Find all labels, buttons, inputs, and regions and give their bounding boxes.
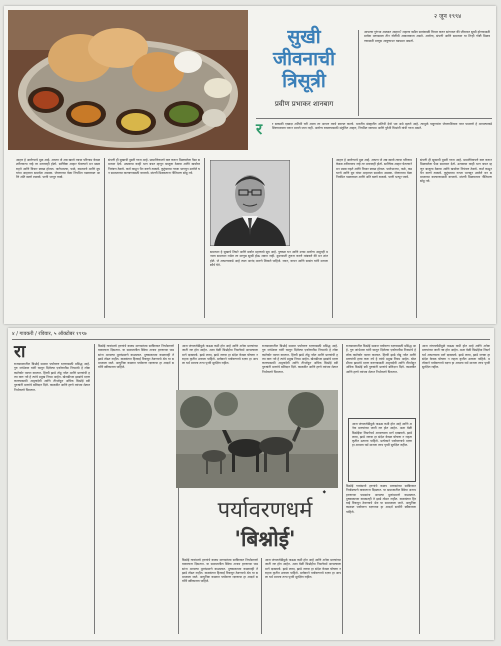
column-rule: [416, 158, 417, 318]
photo-caption-mark: ◆: [322, 490, 326, 495]
column-rule: [204, 158, 205, 318]
top-dateline: २ जून १९९४: [434, 13, 462, 20]
lead-paragraph: र सकाळी एखादा अतिथी घरी आला तर आपण त्याचे स्वागत करतो. भारतीय संस्कृतीत अतिथी देवो भव असे म्हटले आहे. त्यामुळे पाहुण्यांना जेवणाशिवाय परत पाठवणे हे आपल्याकडे शिष्टाचाराला धरून मानले जात नाही. आरोग्य राखण्यासाठी संतुलित आहार, नियमित व्यायाम आणि पुरेशी विश्रांती यांची गरज असते.: [272, 122, 492, 131]
bottom-dateline: ४ / गावकरी / रविवार, ५ ऑक्टोबर १९९७: [12, 331, 87, 337]
bottom-article-subtitle: 'बिश्नोई': [234, 526, 296, 551]
column-rule: [342, 344, 343, 634]
bottom-column-5: बिश्नोई गावांमध्ये हरणांचे कळप माणसांच्या सान्निध्यात निर्धास्तपणे वावरताना दिसतात. या समाजातील स्त्रिया अनाथ हरणाच्या पाडसांना आपल्या मुलांप्रमाणे वाढवतात. दुष्काळाच्या काळातही ते झाडे तोडत नाहीत. वाळवंटात हिरवाई टिकवून ठेवण्याचे श्रेय या समाजाला जाते. आधुनिक काळात पर्यावरण रक्षणाचा हा आदर्श सर्वांनी स्वीकारला पाहिजे.: [182, 558, 258, 584]
boxed-quote-text: आज जंगलतोडीमुळे पाऊस कमी होत आहे आणि अनेक प्राण्यांच्या जाती नष्ट होत आहेत. अशा वेळी बिश्नोईंचा निसर्गधर्म आपल्याला मार्ग दाखवतो. झाडे लावा, झाडे जगवा हा संदेश केवळ घोषणा न राहता कृतीत उतरला पाहिजे. प्रत्येकाने पर्यावरणाचे रक्षण हा आपला धर्म मानला तरच पृथ्वी सुरक्षित राहील.: [352, 422, 412, 448]
top-column-2: संपत्ती ही सुखाची दुसरी गरज आहे. प्रामाणिकपणे कष्ट करून मिळवलेला पैसा समाधान देतो. उत्पन्नाचा काही भाग बचत म्हणून बाजूला ठेवावा आणि खर्चावर नियंत्रण ठेवावे. कर्ज काढून चैन करणे टाळावे. कुटुंबाच्या गरजा भागवून उरलेले धन समाजाच्या कल्याणासाठी वापरावे. संपत्ती मिळवताना नीतिमत्ता सोडू नये.: [108, 158, 200, 175]
top-newspaper-clipping: [4, 6, 496, 324]
column-rule: [419, 344, 420, 634]
drop-cap: र: [256, 120, 263, 138]
bottom-column-3: आज जंगलतोडीमुळे पाऊस कमी होत आहे आणि अनेक प्राण्यांच्या जाती नष्ट होत आहेत. अशा वेळी बिश्नोईंचा निसर्गधर्म आपल्याला मार्ग दाखवतो. झाडे लावा, झाडे जगवा हा संदेश केवळ घोषणा न राहता कृतीत उतरला पाहिजे. प्रत्येकाने पर्यावरणाचे रक्षण हा आपला धर्म मानला तरच पृथ्वी सुरक्षित राहील.: [182, 344, 258, 366]
bottom-column-8: बिश्नोई गावांमध्ये हरणांचे कळप माणसांच्या सान्निध्यात निर्धास्तपणे वावरताना दिसतात. या समाजातील स्त्रिया अनाथ हरणाच्या पाडसांना आपल्या मुलांप्रमाणे वाढवतात. दुष्काळाच्या काळातही ते झाडे तोडत नाहीत. वाळवंटात हिरवाई टिकवून ठेवण्याचे श्रेय या समाजाला जाते. आधुनिक काळात पर्यावरण रक्षणाचा हा आदर्श सर्वांनी स्वीकारला पाहिजे.: [346, 484, 416, 514]
column-rule: [178, 344, 179, 634]
bottom-column-9: आज जंगलतोडीमुळे पाऊस कमी होत आहे आणि अनेक प्राण्यांच्या जाती नष्ट होत आहेत. अशा वेळी बिश्नोईंचा निसर्गधर्म आपल्याला मार्ग दाखवतो. झाडे लावा, झाडे जगवा हा संदेश केवळ घोषणा न राहता कृतीत उतरला पाहिजे. प्रत्येकाने पर्यावरणाचे रक्षण हा आपला धर्म मानला तरच पृथ्वी सुरक्षित राहील.: [422, 344, 490, 370]
bottom-newspaper-clipping: [8, 328, 494, 640]
top-column-3: समाधान हे सुखाचे तिसरे आणि सर्वात महत्त्वाचे सूत्र आहे. पुष्कळ धन आणि उत्तम आरोग्य असूनही मनाला समाधान नसेल तर माणूस सुखी होऊ शकत नाही. दुसऱ्याशी तुलना करणे थांबवले की मन शांत होते. जे आपल्याकडे आहे त्यात आनंद मानणे शिकले पाहिजे. ध्यान, वाचन आणि सत्संग यांनी मनाला स्थैर्य येते.: [210, 250, 328, 267]
top-column-5: संपत्ती ही सुखाची दुसरी गरज आहे. प्रामाणिकपणे कष्ट करून मिळवलेला पैसा समाधान देतो. उत्पन्नाचा काही भाग बचत म्हणून बाजूला ठेवावा आणि खर्चावर नियंत्रण ठेवावे. कर्ज काढून चैन करणे टाळावे. कुटुंबाच्या गरजा भागवून उरलेले धन समाजाच्या कल्याणासाठी वापरावे. संपत्ती मिळवताना नीतिमत्ता सोडू नये.: [420, 158, 492, 184]
title-line-1: सुखी: [287, 26, 321, 48]
section-rule: [256, 118, 492, 119]
food-thali-photo: [8, 10, 248, 150]
column-rule: [332, 158, 333, 318]
column-rule: [104, 158, 105, 318]
column-rule: [358, 30, 359, 116]
drop-cap: रा: [14, 342, 26, 362]
title-line-3: त्रिसूत्री: [282, 70, 326, 92]
top-column-1: आहार हे आरोग्याचे मूळ आहे. आपण जे अन्न खातो त्याचा परिणाम केवळ शरीरावरच नव्हे तर मनावरही होतो. सात्त्विक आहार घेतल्याने मन प्रसन्न राहते आणि विचार स्वच्छ होतात. पालेभाज्या, फळे, कडधान्ये आणि दूध यांचा आहारात समावेश असावा. जेवणाच्या वेळा नियमित पाळाव्यात आणि अति खाणे टाळावे. पाणी भरपूर प्यावे.: [16, 158, 100, 180]
header-rule: [12, 339, 490, 340]
top-article-title: [256, 26, 352, 92]
top-byline: प्रवीण प्रभाकर शानबाग: [274, 100, 334, 108]
blackbuck-deer-photo: [176, 390, 338, 488]
bottom-column-2: बिश्नोई गावांमध्ये हरणांचे कळप माणसांच्या सान्निध्यात निर्धास्तपणे वावरताना दिसतात. या समाजातील स्त्रिया अनाथ हरणाच्या पाडसांना आपल्या मुलांप्रमाणे वाढवतात. दुष्काळाच्या काळातही ते झाडे तोडत नाहीत. वाळवंटात हिरवाई टिकवून ठेवण्याचे श्रेय या समाजाला जाते. आधुनिक काळात पर्यावरण रक्षणाचा हा आदर्श सर्वांनी स्वीकारला पाहिजे.: [98, 344, 174, 370]
bottom-column-1: राजस्थानातील बिश्नोई समाज पर्यावरण रक्षणासाठी प्रसिद्ध आहे. गुरु जांभेश्वर यांनी घालून दिलेल्या एकोणतीस नियमांचे हे लोक काटेकोर पालन करतात. हिरवी झाडे तोडू नयेत आणि प्राण्यांची हत्या करू नये हे त्यांचे प्रमुख नियम आहेत. खेजडीच्या झाडांचे रक्षण करण्यासाठी अमृतादेवी आणि तीनशेहून अधिक बिश्नोई स्त्री पुरुषांनी प्राणांचे बलिदान दिले. काळवीट आणि हरणे त्यांच्या शेतात निर्भयपणे फिरतात.: [14, 362, 90, 392]
column-rule: [261, 558, 262, 634]
top-column-4: आहार हे आरोग्याचे मूळ आहे. आपण जे अन्न खातो त्याचा परिणाम केवळ शरीरावरच नव्हे तर मनावरही होतो. सात्त्विक आहार घेतल्याने मन प्रसन्न राहते आणि विचार स्वच्छ होतात. पालेभाज्या, फळे, कडधान्ये आणि दूध यांचा आहारात समावेश असावा. जेवणाच्या वेळा नियमित पाळाव्यात आणि अति खाणे टाळावे. पाणी भरपूर प्यावे.: [336, 158, 412, 180]
intro-text: आपल्या गुरूंचा आठवत आहात? शहाणा वडील सायंकाळी विचार करुन सांगतात की जीवनात सुखी होण्यासाठी प्रत्येक माणसाला तीन गोष्टींची आवश्यकता असते. आरोग्य, संपत्ती आणि समाधान या तिन्ही गोष्टी मिळवण्यासाठी माणूस आयुष्यभर धडपडत असतो.: [364, 30, 490, 43]
bottom-column-7: राजस्थानातील बिश्नोई समाज पर्यावरण रक्षणासाठी प्रसिद्ध आहे. गुरु जांभेश्वर यांनी घालून दिलेल्या एकोणतीस नियमांचे हे लोक काटेकोर पालन करतात. हिरवी झाडे तोडू नयेत आणि प्राण्यांची हत्या करू नये हे त्यांचे प्रमुख नियम आहेत. खेजडीच्या झाडांचे रक्षण करण्यासाठी अमृतादेवी आणि तीनशेहून अधिक बिश्नोई स्त्री पुरुषांनी प्राणांचे बलिदान दिले. काळवीट आणि हरणे त्यांच्या शेतात निर्भयपणे फिरतात.: [346, 344, 416, 374]
boxed-quote: [348, 418, 416, 482]
title-line-2: जीवनाची: [272, 48, 336, 70]
bottom-column-6: आज जंगलतोडीमुळे पाऊस कमी होत आहे आणि अनेक प्राण्यांच्या जाती नष्ट होत आहेत. अशा वेळी बिश्नोईंचा निसर्गधर्म आपल्याला मार्ग दाखवतो. झाडे लावा, झाडे जगवा हा संदेश केवळ घोषणा न राहता कृतीत उतरला पाहिजे. प्रत्येकाने पर्यावरणाचे रक्षण हा आपला धर्म मानला तरच पृथ्वी सुरक्षित राहील.: [265, 558, 341, 580]
column-rule: [94, 344, 95, 634]
author-portrait-photo: [210, 160, 290, 246]
bottom-column-4: राजस्थानातील बिश्नोई समाज पर्यावरण रक्षणासाठी प्रसिद्ध आहे. गुरु जांभेश्वर यांनी घालून दिलेल्या एकोणतीस नियमांचे हे लोक काटेकोर पालन करतात. हिरवी झाडे तोडू नयेत आणि प्राण्यांची हत्या करू नये हे त्यांचे प्रमुख नियम आहेत. खेजडीच्या झाडांचे रक्षण करण्यासाठी अमृतादेवी आणि तीनशेहून अधिक बिश्नोई स्त्री पुरुषांनी प्राणांचे बलिदान दिले. काळवीट आणि हरणे त्यांच्या शेतात निर्भयपणे फिरतात.: [262, 344, 338, 374]
bottom-article-title: पर्यावरणधर्म: [217, 498, 313, 523]
